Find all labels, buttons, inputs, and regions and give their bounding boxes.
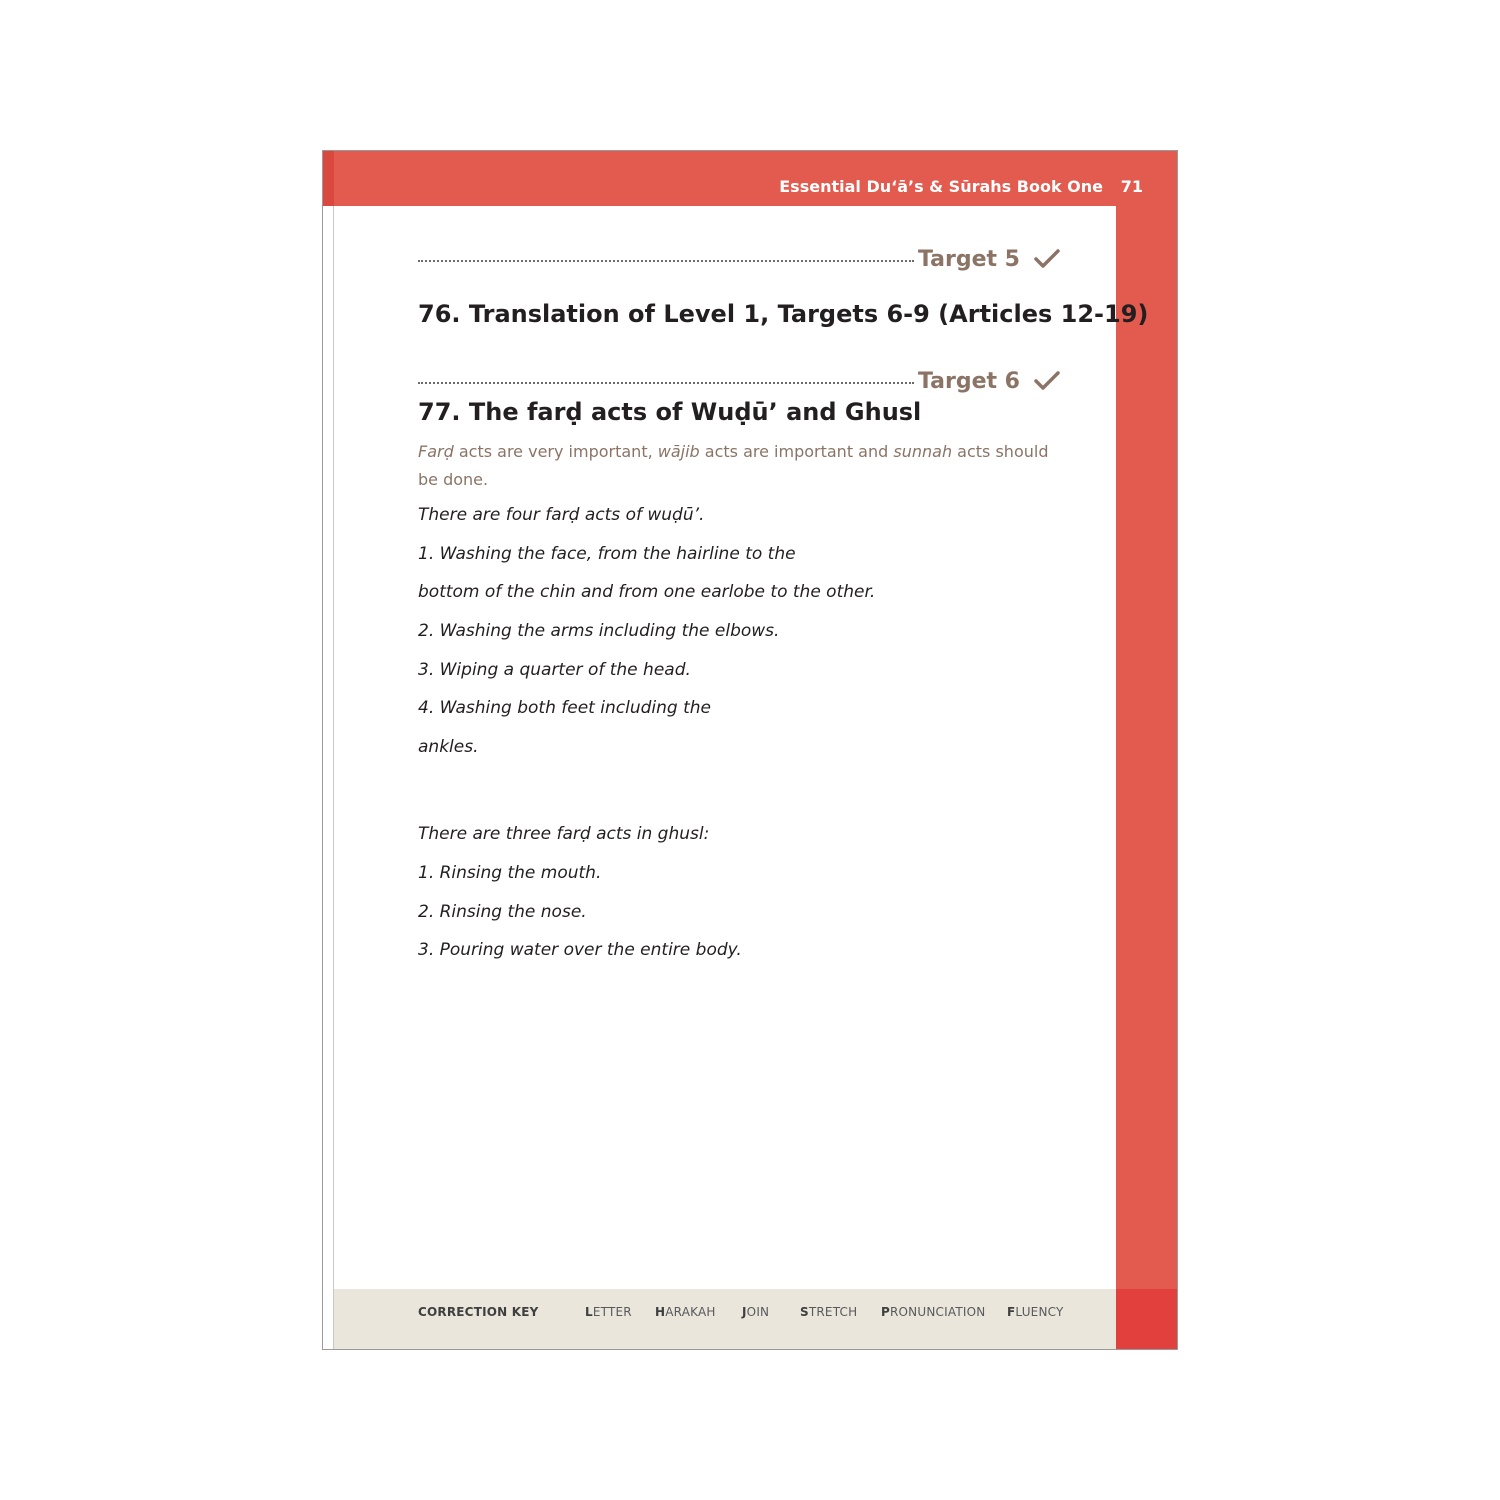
correction-key-pronunciation: PRONUNCIATION [881, 1305, 986, 1319]
target-5-row [418, 247, 1060, 277]
correction-key-fluency: FLUENCY [1007, 1305, 1064, 1319]
list-item: 1. Rinsing the mouth. [418, 863, 602, 883]
section-76-heading: 76. Translation of Level 1, Targets 6-9 (Articles 12-19) [418, 300, 1149, 328]
term-sunnah: sunnah [893, 442, 953, 461]
target-6-row [418, 369, 1060, 399]
running-header-title: Essential Du‘ā’s & Sūrahs Book One [779, 177, 1103, 196]
dotted-rule [418, 260, 914, 262]
list-item: 1. Washing the face, from the hairline to the [418, 544, 796, 564]
page-number: 71 [1120, 177, 1143, 196]
list-item: 2. Rinsing the nose. [418, 902, 587, 922]
dotted-rule [418, 382, 914, 384]
check-icon [1034, 249, 1060, 269]
section-77-heading: 77. The farḍ acts of Wuḍū’ and Ghusl [418, 398, 922, 426]
list-item: 3. Wiping a quarter of the head. [418, 660, 691, 680]
correction-key-title: CORRECTION KEY [418, 1305, 539, 1319]
correction-key-harakah: HARAKAH [655, 1305, 716, 1319]
list-item: 2. Washing the arms including the elbows. [418, 621, 780, 641]
check-icon [1034, 371, 1060, 391]
side-color-bar [1116, 206, 1178, 1350]
ghusl-intro: There are three farḍ acts in ghusl: [418, 824, 710, 844]
correction-key-stretch: STRETCH [800, 1305, 858, 1319]
term-fard: Farḍ [418, 442, 454, 461]
list-item: ankles. [418, 737, 479, 757]
list-item: 3. Pouring water over the entire body. [418, 940, 742, 960]
target-6-label: Target 6 [917, 369, 1020, 394]
book-page [322, 150, 1178, 1350]
term-wajib: wājib [657, 442, 700, 461]
correction-key-letter: LETTER [585, 1305, 632, 1319]
correction-key-join: JOIN [742, 1305, 770, 1319]
list-item: 4. Washing both feet including the [418, 698, 711, 718]
correction-key-bar [334, 1289, 1116, 1350]
wudu-intro: There are four farḍ acts of wuḍū’. [418, 505, 705, 525]
target-5-label: Target 5 [917, 247, 1020, 272]
page-gutter-line [333, 151, 334, 1349]
intro-paragraph: Farḍ acts are very important, wājib acts are important and sunnah acts should be done. [418, 442, 1049, 489]
header-left-stripe [323, 151, 334, 206]
footer-red-block [1116, 1289, 1178, 1350]
list-item: bottom of the chin and from one earlobe to the other. [418, 582, 876, 602]
